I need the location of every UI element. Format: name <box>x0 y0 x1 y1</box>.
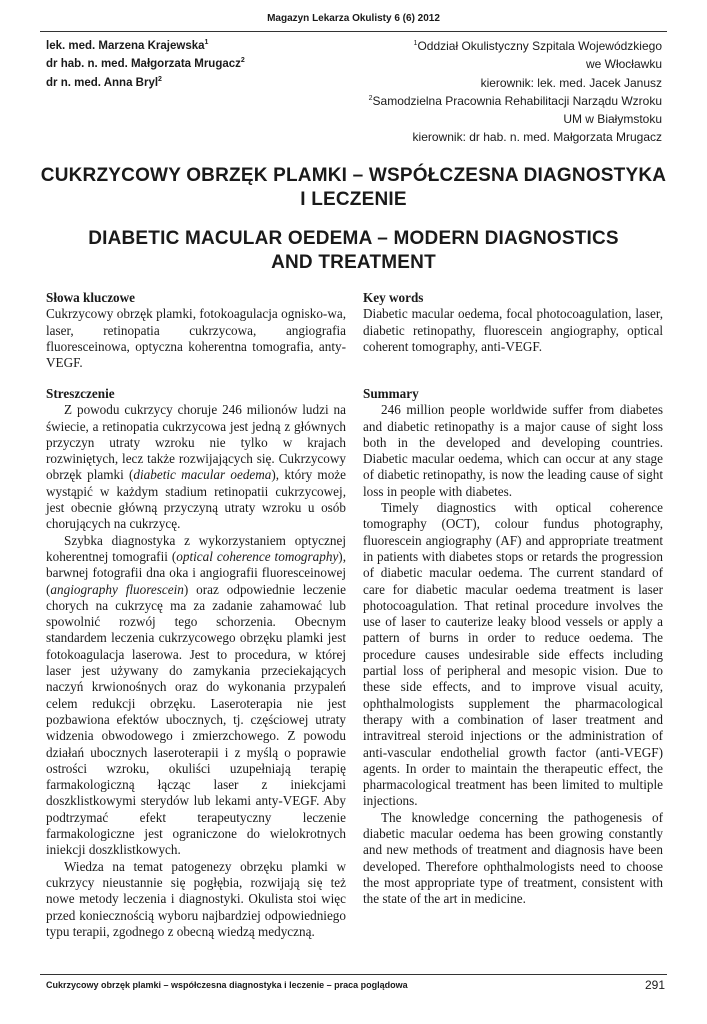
title-polish <box>40 164 667 212</box>
keywords-polish-heading: Słowa kluczowe <box>46 290 136 305</box>
abstract-polish-paragraph-2: Szybka diagnostyka z wykorzystaniem optycznej koherentnej tomografii (optical coherence tomography), barwnej fotografii dna oka i angiografii fluoresceinowej (angiography fluorescein) oraz odpowiednie leczenie chorych na cukrzycę ma za zadanie zahamować lub spowolnić rozwój tego schorzenia. Obecnym standardem leczenia cukrzycowego obrzęku plamki jest fotokoagulacja laserowa. Jest to procedura, w której laser jest używany do zamykania przeciekających naczyń krwionośnych oraz do wykonania przypaleń celem redukcji obrzęku. Laseroterapia nie jest pozbawiona efektów ubocznych, tj. częściowej utraty widzenia obwodowego i zmierzchowego. Z powodu działań ubocznych laseroterapii i z myślą o poprawie ostrości wzroku, okuliści uzupełniają terapię farmakologiczną łącząc laser z iniekcjami doszklistkowymi sterydów lub lekami anty-VEGF. Aby podtrzymać efekt terapeutyczny leczenie farmakologiczne jest ograniczone do wielokrotnych iniekcji doszklistkowych. <box>46 532 346 858</box>
footer-divider <box>40 974 667 975</box>
affiliation-1-head: kierownik: lek. med. Jacek Janusz <box>480 75 662 90</box>
abstract-english-heading: Summary <box>363 386 419 401</box>
title-polish-line1: CUKRZYCOWY OBRZĘK PLAMKI – WSPÓŁCZESNA DIAGNOSTYKA <box>40 165 667 186</box>
abstract-polish-paragraph-1: Z powodu cukrzycy choruje 246 milionów ludzi na świecie, a retinopatia cukrzycowa jest jedną z głównych przyczyn utraty wzroku nie tylko w krajach rozwiniętych, lecz także rozwijających się. Cukrzycowy obrzęk plamki (diabetic macular oedema), który może wystąpić w każdym stadium retinopatii cukrzycowej, jest obecnie główną przyczyną utraty wzroku u osób chorujących na cukrzycę. <box>46 402 346 532</box>
keywords-english <box>363 290 663 355</box>
abstract-polish-paragraph-3: Wiedza na temat patogenezy obrzęku plamki w cukrzycy nieustannie się pogłębia, rozwijają się też nowe metody leczenia i diagnostyki. Okulista stoi więc przed koniecznością wyboru najbardziej odpowiedniego typu terapii, zgodnego z obecną wiedzą medyczną. <box>46 858 346 939</box>
affiliation-2-line1: $^2$Samodzielna Pracownia Rehabilitacji Narządu Wzroku <box>368 93 662 108</box>
keywords-polish <box>46 290 346 371</box>
abstract-english-paragraph-1: 246 million people worldwide suffer from diabetes and diabetic retinopathy is a major cause of sight loss both in the developed and developing countries. Diabetic macular oedema, which can occur at any stage of diabetic retinopathy, is now the leading cause of sight loss in people with diabetes. <box>363 402 663 499</box>
abstract-polish <box>46 386 346 940</box>
running-title: Cukrzycowy obrzęk plamki – współczesna diagnostyka i leczenie – praca poglądowa <box>46 980 408 990</box>
affiliation-1-line1: $^1$Oddział Okulistyczny Szpitala Wojewódzkiego <box>413 39 662 53</box>
author-3: dr n. med. Anna Bryl$^2$ <box>46 75 162 89</box>
affiliation-2-head: kierownik: dr hab. n. med. Małgorzata Mrugacz <box>412 130 662 145</box>
abstract-polish-heading: Streszczenie <box>46 386 115 401</box>
abstract-english <box>363 386 663 908</box>
page-number: 291 <box>644 978 665 992</box>
title-polish-line2: I LECZENIE <box>300 189 407 210</box>
keywords-english-text: Diabetic macular oedema, focal photocoagulation, laser, diabetic retinopathy, fluorescein angiography, optical coherent tomography, anti-VEGF. <box>363 306 663 354</box>
abstract-english-paragraph-3: The knowledge concerning the pathogenesis of diabetic macular oedema has been growing constantly and new methods of treatment and diagnosis have been developed. Therefore ophthalmologists need to choose the most appropriate type of treatment, consistent with the state of the art in medicine. <box>363 809 663 907</box>
title-english-line2: AND TREATMENT <box>271 252 436 273</box>
title-english-line1: DIABETIC MACULAR OEDEMA – MODERN DIAGNOSTICS <box>88 228 619 249</box>
author-list <box>46 37 245 92</box>
author-2: dr hab. n. med. Małgorzata Mrugacz$^2$ <box>46 57 245 71</box>
journal-header: Magazyn Lekarza Okulisty 6 (6) 2012 <box>267 13 440 24</box>
affiliations <box>369 37 662 147</box>
abstract-english-paragraph-2: Timely diagnostics with optical coherence tomography (OCT), colour fundus photography, fluorescein angiography (AF) and appropriate treatment in patients with diabetes stops or retards the progression of diabetic macular oedema. The current standard of care for diabetic macular oedema treatment is laser photocoagulation. That retinal procedure involves the use of laser to cauterize leaky blood vessels or apply a pattern of burns in order to reduce oedema. The procedure causes undesirable side effects including partial loss of peripheral and mesopic vision. Due to these side effects, and to improve visual acuity, ophthalmologists supplement the pharmacological therapy with a combination of laser treatment and intravitreal steroid injections or the administration of anti-vascular endothelial growth factor (anti-VEGF) agents. In order to maintain the therapeutic effect, the pharmacological treatment has been limited to multiple injections. <box>363 500 663 809</box>
affiliation-2-line2: UM w Białymstoku <box>563 112 662 127</box>
title-english <box>40 227 667 275</box>
keywords-polish-text: Cukrzycowy obrzęk plamki, fotokoagulacja ognisko-wa, laser, retinopatia cukrzycowa, angiografia fluoresceinowa, optyczna koherentna tomografia, anty-VEGF. <box>46 306 346 371</box>
affiliation-1-line2: we Włocławku <box>585 57 662 72</box>
keywords-english-heading: Key words <box>363 290 424 305</box>
author-1: lek. med. Marzena Krajewska$^1$ <box>46 39 209 52</box>
header-divider <box>40 31 667 32</box>
